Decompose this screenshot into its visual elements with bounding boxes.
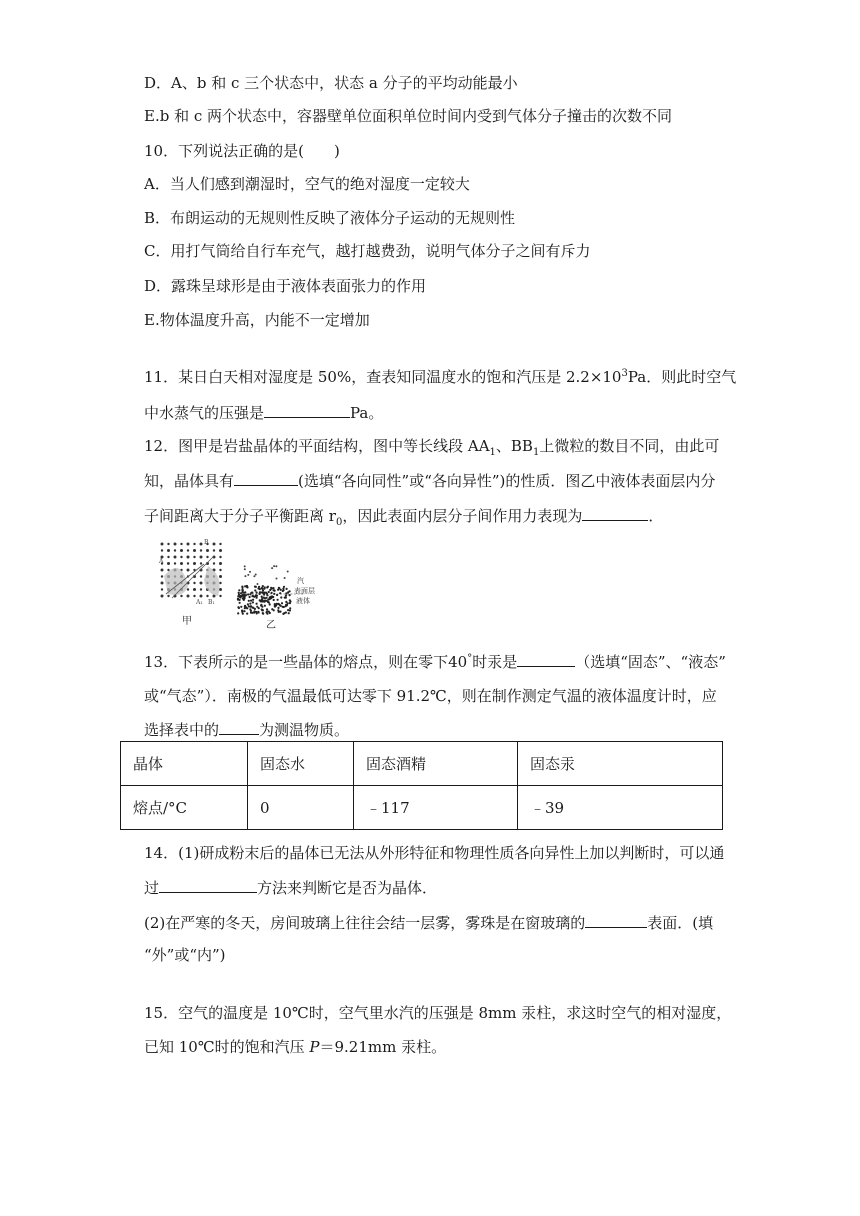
q13-line-3: 选择表中的 为测温物质。 <box>144 721 350 739</box>
lattice-dot <box>219 543 221 545</box>
vapor-dot <box>253 575 255 577</box>
vapor-dot <box>271 567 273 569</box>
liquid-dot <box>261 600 263 602</box>
lattice-dot <box>193 588 196 591</box>
q10-option-d: D．露珠呈球形是由于液体表面张力的作用 <box>144 277 427 295</box>
table-header-cell: 晶体 <box>121 742 248 786</box>
liquid-dot <box>261 596 263 598</box>
lattice-dot <box>180 562 183 565</box>
liquid-dot <box>243 594 245 596</box>
label-figure-yi: 乙 <box>266 620 276 631</box>
table-cell: ﹣39 <box>518 786 723 830</box>
lattice-dot <box>200 543 203 546</box>
lattice-dot <box>219 575 222 578</box>
answer-blank <box>582 505 648 521</box>
lattice-dot <box>187 543 190 546</box>
lattice-dot <box>187 588 189 590</box>
liquid-dot <box>241 610 243 612</box>
lattice-dot <box>219 595 221 597</box>
q12-line-3: 子间距离大于分子平衡距离 $r_0$，因此表面内层分子间作用力表现为 ． <box>144 507 664 528</box>
liquid-dot <box>254 589 256 591</box>
liquid-dot <box>269 589 271 591</box>
q10-option-a: A．当人们感到潮湿时，空气的绝对湿度一定较大 <box>144 175 470 193</box>
label-a1: A₁ <box>196 599 203 606</box>
lattice-dot <box>167 556 169 558</box>
lattice-dot <box>219 549 222 552</box>
liquid-dot <box>238 592 240 594</box>
lattice-dot <box>187 569 190 572</box>
q14-line-2: 过 方法来判断它是否为晶体． <box>144 879 438 897</box>
lattice-dot <box>187 595 190 598</box>
lattice-dot <box>161 549 163 551</box>
liquid-dot <box>262 613 264 615</box>
liquid-dot <box>277 609 279 611</box>
lattice-dot <box>193 549 196 552</box>
liquid-molecule-dots <box>237 565 292 615</box>
lattice-dot <box>161 543 164 546</box>
liquid-dot <box>277 607 279 609</box>
liquid-dot <box>239 602 241 604</box>
liquid-dot <box>283 606 285 608</box>
lattice-dot <box>193 582 195 584</box>
lattice-dot <box>206 595 208 597</box>
liquid-dot <box>282 613 284 615</box>
q14-line-4: “外”或“内”) <box>144 946 226 964</box>
liquid-dot <box>238 607 240 609</box>
lattice-dot <box>161 595 164 598</box>
lattice-dot <box>213 549 215 551</box>
table-header-cell: 固态酒精 <box>354 742 518 786</box>
liquid-dot <box>243 610 245 612</box>
lattice-dot <box>180 543 182 545</box>
liquid-dot <box>263 588 265 590</box>
liquid-dot <box>281 602 283 604</box>
liquid-dot <box>260 605 262 607</box>
liquid-dot <box>287 602 289 604</box>
table-cell: ﹣117 <box>354 786 518 830</box>
lattice-dot <box>161 575 163 577</box>
vapor-dot <box>255 574 257 576</box>
liquid-dot <box>282 590 284 592</box>
liquid-dot <box>264 597 266 599</box>
liquid-dot <box>264 605 266 607</box>
lattice-dot <box>213 543 216 546</box>
vapor-dot <box>273 565 275 567</box>
liquid-dot <box>268 591 270 593</box>
lattice-dot <box>193 556 195 558</box>
table-cell: 熔点/°C <box>121 786 248 830</box>
lattice-dot <box>200 556 203 559</box>
lattice-dot <box>174 549 176 551</box>
q10-option-e: E.物体温度升高，内能不一定增加 <box>144 311 370 329</box>
liquid-dot <box>239 599 241 601</box>
liquid-dot <box>265 611 267 613</box>
liquid-dot <box>255 586 257 588</box>
lattice-dot <box>174 562 176 564</box>
liquid-dot <box>248 600 250 602</box>
q11-line-1: 11．某日白天相对湿度是 50%，查表知同温度水的饱和汽压是 $2.2\times 10^3Pa$．则此时空气 <box>144 368 737 386</box>
label-figure-jia: 甲 <box>182 616 192 627</box>
lattice-dot <box>193 543 195 545</box>
liquid-dot <box>282 588 284 590</box>
liquid-dot <box>250 605 252 607</box>
q9-option-e: E.b 和 c 两个状态中，容器壁单位面积单位时间内受到气体分子撞击的次数不同 <box>144 107 673 125</box>
label-b: B <box>204 539 209 546</box>
vapor-dot <box>276 578 278 580</box>
liquid-dot <box>261 587 263 589</box>
liquid-dot <box>238 589 240 591</box>
liquid-dot <box>266 586 268 588</box>
table-header-cell: 固态水 <box>248 742 354 786</box>
liquid-dot <box>262 609 264 611</box>
lattice-dot <box>174 556 177 559</box>
liquid-dot <box>240 606 242 608</box>
lattice-dot <box>200 549 202 551</box>
lattice-dot <box>206 549 209 552</box>
liquid-dot <box>264 600 266 602</box>
vapor-dot <box>249 571 251 573</box>
liquid-dot <box>244 591 246 593</box>
lattice-dot <box>161 588 163 590</box>
liquid-dot <box>289 599 291 601</box>
lattice-dot <box>187 562 189 564</box>
q10-option-b: B．布朗运动的无规则性反映了液体分子运动的无规则性 <box>144 209 516 227</box>
liquid-dot <box>274 590 276 592</box>
answer-blank <box>219 719 259 735</box>
vapor-dot <box>287 571 289 573</box>
liquid-dot <box>255 594 257 596</box>
lattice-dot <box>161 582 164 585</box>
liquid-dot <box>252 601 254 603</box>
lattice-dot <box>193 562 196 565</box>
lattice-dot <box>193 595 195 597</box>
vapor-dot <box>244 568 246 570</box>
lattice-dot <box>200 595 203 598</box>
q13-line-1: 13．下表所示的是一些晶体的熔点，则在零下40°时汞是 （选填“固态”、“液态” <box>144 653 726 671</box>
liquid-dot <box>289 594 291 596</box>
label-liquid: 液体 <box>296 597 310 605</box>
lattice-dot <box>187 556 190 559</box>
lattice-dot <box>219 582 221 584</box>
liquid-dot <box>286 588 288 590</box>
liquid-dot <box>240 595 242 597</box>
liquid-dot <box>257 611 259 613</box>
liquid-dot <box>289 609 291 611</box>
vapor-dot <box>244 565 246 567</box>
q12-line-2: 知，晶体具有 (选填“各向同性”或“各向异性”)的性质．图乙中液体表面层内分 <box>144 472 716 490</box>
liquid-dot <box>276 603 278 605</box>
lattice-dot <box>180 556 182 558</box>
liquid-dot <box>289 607 291 609</box>
q14-line-3: (2)在严寒的冬天，房间玻璃上往往会结一层雾，雾珠是在窗玻璃的 表面．(填 <box>144 914 714 932</box>
lattice-shaded-region-right <box>204 566 220 596</box>
liquid-dot <box>285 611 287 613</box>
lattice-dot <box>219 556 221 558</box>
liquid-dot <box>271 596 273 598</box>
melting-point-table <box>120 741 723 830</box>
liquid-dot <box>244 605 246 607</box>
liquid-dot <box>246 613 248 615</box>
liquid-dot <box>285 595 287 597</box>
q15-line-1: 15．空气的温度是 10℃时，空气里水汽的压强是 8mm 汞柱，求这时空气的相对湿度， <box>144 1004 732 1022</box>
liquid-dot <box>256 612 258 614</box>
table-row <box>121 742 723 786</box>
liquid-dot <box>242 597 244 599</box>
table-cell: 0 <box>248 786 354 830</box>
lattice-shaded-region-left <box>164 568 188 595</box>
liquid-dot <box>252 599 254 601</box>
liquid-dot <box>268 601 270 603</box>
vapor-dot <box>244 575 246 577</box>
lattice-dot <box>167 549 170 552</box>
liquid-dot <box>246 607 248 609</box>
liquid-dot <box>253 596 255 598</box>
liquid-dot <box>273 599 275 601</box>
q10-option-c: C．用打气筒给自行车充气，越打越费劲，说明气体分子之间有斥力 <box>144 242 591 260</box>
liquid-dot <box>244 585 246 587</box>
label-a: A <box>159 558 164 565</box>
liquid-dot <box>250 600 252 602</box>
liquid-dot <box>259 599 261 601</box>
liquid-dot <box>250 612 252 614</box>
answer-blank <box>234 470 298 486</box>
liquid-dot <box>271 608 273 610</box>
label-surface-layer: 表面层 <box>294 587 315 595</box>
lattice-dot <box>161 569 164 572</box>
liquid-dot <box>288 612 290 614</box>
liquid-dot <box>254 608 256 610</box>
liquid-dot <box>257 587 259 589</box>
liquid-dot <box>289 602 291 604</box>
liquid-dot <box>249 608 251 610</box>
liquid-dot <box>253 612 255 614</box>
vapor-dot <box>247 574 249 576</box>
q9-option-d: D．A、b 和 c 三个状态中，状态 a 分子的平均动能最小 <box>144 74 518 92</box>
lattice-dot <box>180 595 182 597</box>
lattice-dot <box>174 543 177 546</box>
liquid-dot <box>284 597 286 599</box>
lattice-dot <box>200 588 202 590</box>
liquid-dot <box>286 604 288 606</box>
q11-line-2: 中水蒸气的压强是 Pa。 <box>144 404 384 422</box>
lattice-dot <box>213 562 215 564</box>
liquid-dot <box>271 592 273 594</box>
liquid-dot <box>262 585 264 587</box>
liquid-dot <box>249 603 251 605</box>
answer-blank <box>159 877 257 893</box>
liquid-dot <box>256 597 258 599</box>
liquid-dot <box>262 589 264 591</box>
liquid-dot <box>265 592 267 594</box>
vapor-dot <box>284 577 286 579</box>
liquid-dot <box>278 587 280 589</box>
liquid-dot <box>258 607 260 609</box>
liquid-dot <box>268 611 270 613</box>
liquid-dot <box>242 613 244 615</box>
lattice-dot <box>167 562 170 565</box>
lattice-dot <box>200 562 202 564</box>
lattice-dot <box>167 595 169 597</box>
liquid-dot <box>247 603 249 605</box>
q12-line-1: 12．图甲是岩盐晶体的平面结构，图中等长线段 $AA_1$、$BB_1$上微粒的数目不同，由此可 <box>144 437 720 458</box>
label-vapor: 汽 <box>297 577 304 585</box>
liquid-dot <box>269 603 271 605</box>
lattice-dot <box>180 549 183 552</box>
table-row <box>121 786 723 830</box>
liquid-dot <box>274 605 276 607</box>
lattice-dot <box>187 549 189 551</box>
liquid-dot <box>266 608 268 610</box>
liquid-dot <box>256 591 258 593</box>
q14-line-1: 14．(1)研成粉末后的晶体已无法从外形特征和物理性质各向异性上加以判断时，可以通 <box>144 844 725 862</box>
q13-line-2: 或“气态”）．南极的气温最低可达零下 91.2℃，则在制作测定气温的液体温度计时，应 <box>144 687 717 705</box>
table-header-cell: 固态汞 <box>518 742 723 786</box>
q10-stem: 10．下列说法正确的是( ) <box>144 142 340 160</box>
q15-line-2: 已知 10℃时的饱和汽压 P＝9.21mm 汞柱。 <box>144 1038 447 1056</box>
liquid-dot <box>270 587 272 589</box>
lattice-dot <box>167 543 169 545</box>
answer-blank <box>517 651 575 667</box>
liquid-dot <box>250 592 252 594</box>
liquid-dot <box>279 604 281 606</box>
answer-blank <box>585 912 647 928</box>
label-b1: B₁ <box>208 599 215 606</box>
liquid-dot <box>241 589 243 591</box>
liquid-dot <box>241 587 243 589</box>
liquid-dot <box>287 591 289 593</box>
crystal-liquid-figure <box>156 536 316 632</box>
answer-blank <box>264 402 350 418</box>
lattice-dot <box>219 569 221 571</box>
liquid-dot <box>280 596 282 598</box>
vapor-dot <box>275 565 277 567</box>
vapor-dot <box>257 583 259 585</box>
lattice-dot <box>206 556 208 558</box>
lattice-dot <box>219 562 222 565</box>
lattice-dot <box>200 575 202 577</box>
liquid-dot <box>277 599 279 601</box>
liquid-dot <box>256 603 258 605</box>
liquid-dot <box>237 612 239 614</box>
lattice-dot <box>200 582 203 585</box>
liquid-dot <box>248 605 250 607</box>
liquid-dot <box>249 596 251 598</box>
